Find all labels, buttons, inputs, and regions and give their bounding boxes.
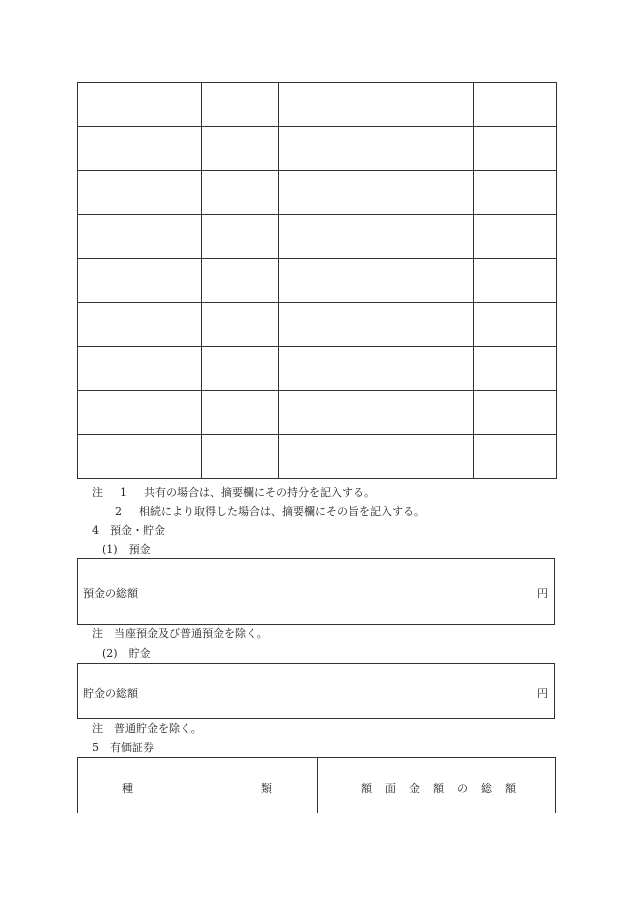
table-cell	[279, 435, 474, 479]
deposit-total-label: 預金の総額	[83, 587, 138, 600]
note-1	[92, 486, 375, 500]
table-cell	[202, 215, 279, 259]
note-2-number: 2	[115, 505, 122, 518]
note-2-text: 相続により取得した場合は、摘要欄にその旨を記入する。	[139, 505, 425, 518]
table-cell	[202, 347, 279, 391]
table-cell	[202, 83, 279, 127]
table-row	[78, 171, 557, 215]
savings-total-label: 貯金の総額	[83, 687, 138, 700]
table-cell	[474, 347, 557, 391]
table-cell	[78, 259, 202, 303]
table-row	[78, 215, 557, 259]
table-row	[78, 391, 557, 435]
table-cell	[474, 215, 557, 259]
table-cell	[78, 303, 202, 347]
column-type-char-2: 類	[261, 782, 272, 795]
note-1-number: 1	[120, 486, 127, 499]
table-cell	[474, 391, 557, 435]
table-cell	[202, 303, 279, 347]
note-prefix: 注	[92, 486, 103, 499]
note-2	[115, 505, 425, 519]
table-cell	[474, 83, 557, 127]
table-row	[78, 83, 557, 127]
table-cell	[279, 171, 474, 215]
table-cell	[78, 171, 202, 215]
table-cell	[279, 83, 474, 127]
table-cell	[78, 435, 202, 479]
asset-table	[77, 82, 557, 479]
table-cell	[78, 83, 202, 127]
table-cell	[279, 347, 474, 391]
deposit-subheading: (1) 預金	[102, 543, 151, 556]
table-cell	[279, 259, 474, 303]
table-row	[78, 347, 557, 391]
column-face-value-total: 額 面 金 額 の 総 額	[361, 782, 517, 795]
table-row	[78, 259, 557, 303]
table-cell	[279, 127, 474, 171]
table-cell	[279, 303, 474, 347]
savings-note: 注 普通貯金を除く。	[92, 722, 202, 735]
table-cell	[78, 215, 202, 259]
column-type-char-1: 種	[122, 782, 133, 795]
table-cell	[202, 127, 279, 171]
table-row	[78, 127, 557, 171]
table-cell	[78, 347, 202, 391]
table-cell	[202, 259, 279, 303]
deposit-total-box	[77, 558, 555, 625]
table-cell	[78, 127, 202, 171]
savings-total-box	[77, 663, 555, 719]
table-cell	[78, 391, 202, 435]
securities-table	[77, 757, 556, 813]
deposit-note: 注 当座預金及び普通預金を除く。	[92, 627, 268, 640]
note-1-text: 共有の場合は、摘要欄にその持分を記入する。	[144, 486, 375, 499]
column-divider	[317, 758, 318, 813]
table-cell	[474, 259, 557, 303]
savings-subheading: (2) 貯金	[102, 647, 151, 660]
savings-yen-unit: 円	[537, 687, 548, 700]
section-5-heading: 5 有価証券	[92, 741, 154, 754]
table-cell	[279, 391, 474, 435]
section-4-heading: 4 預金・貯金	[92, 524, 165, 537]
table-cell	[474, 127, 557, 171]
table-cell	[474, 171, 557, 215]
table-cell	[202, 435, 279, 479]
table-row	[78, 435, 557, 479]
table-row	[78, 303, 557, 347]
deposit-yen-unit: 円	[537, 587, 548, 600]
table-cell	[474, 303, 557, 347]
table-cell	[474, 435, 557, 479]
table-cell	[202, 391, 279, 435]
table-cell	[279, 215, 474, 259]
table-cell	[202, 171, 279, 215]
